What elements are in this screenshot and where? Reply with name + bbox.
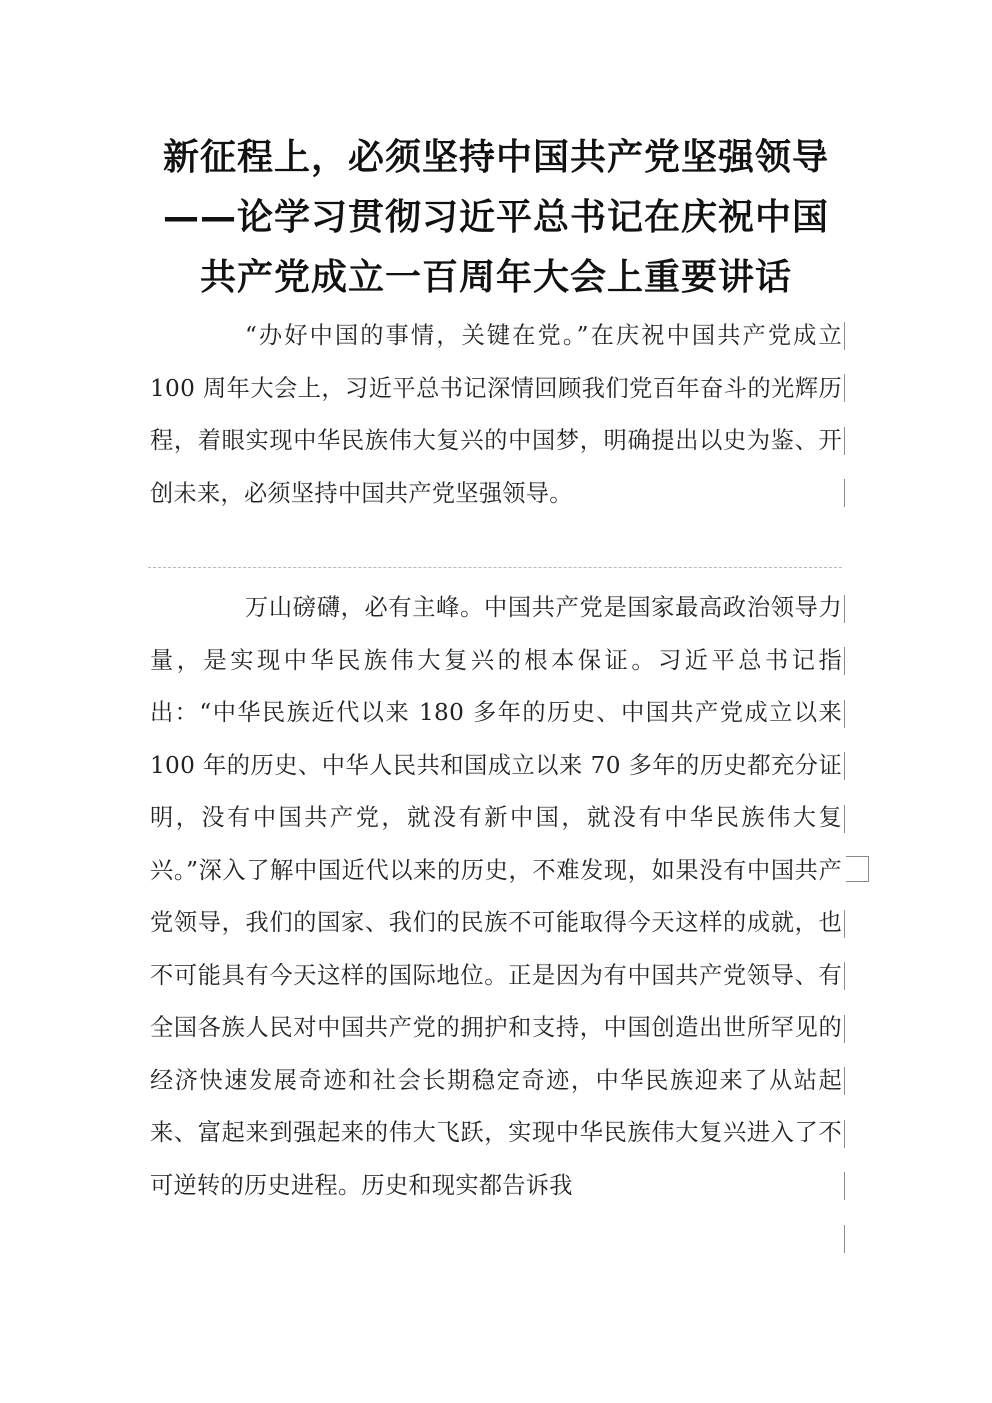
margin-marker [844, 479, 845, 507]
section-divider [148, 567, 842, 568]
margin-marker [844, 595, 845, 623]
document-title [150, 128, 842, 308]
margin-marker [844, 374, 845, 402]
margin-marker [844, 910, 845, 938]
paragraph-2: 万山磅礴，必有主峰。中国共产党是国家最高政治领导力量，是实现中华民族伟大复兴的根本保证。习近平总书记指出：“中华民族近代以来 180 多年的历史、中国共产党成立以来 100 年的历史、中华人民共和国成立以来 70 多年的历史都充分证明，没有中国共产党，就没有新中国，就没有中华民族伟大复兴。”深入了解中国近代以来的历史，不难发现，如果没有中国共产党领导，我们的国家、我们的民族不可能取得今天这样的成就，也不可能具有今天这样的国际地位。正是因为有中国共产党领导、有全国各族人民对中国共产党的拥护和支持，中国创造出世所罕见的经济快速发展奇迹和社会长期稳定奇迹，中华民族迎来了从站起来、富起来到强起来的伟大飞跃，实现中华民族伟大复兴进入了不可逆转的历史进程。历史和现实都告诉我 [150, 594, 842, 1199]
paragraph-1: “办好中国的事情，关键在党。”在庆祝中国共产党成立 100 周年大会上，习近平总书记深情回顾我们党百年奋斗的光辉历程，着眼实现中华民族伟大复兴的中国梦，明确提出以史为鉴、开创未来，必须坚持中国共产党坚强领导。 [150, 322, 842, 507]
margin-marker [844, 1067, 845, 1095]
title-line-2: ——论学习贯彻习近平总书记在庆祝中国 [162, 197, 829, 238]
margin-marker [844, 322, 845, 350]
margin-marker [844, 700, 845, 728]
margin-bracket-marker [846, 856, 869, 882]
margin-marker [844, 1120, 845, 1148]
margin-marker [844, 647, 845, 675]
margin-marker [844, 805, 845, 833]
margin-marker [844, 1225, 845, 1253]
title-line-1: 新征程上，必须坚持中国共产党坚强领导 [162, 137, 829, 178]
margin-marker [844, 1015, 845, 1043]
margin-marker [844, 752, 845, 780]
margin-marker [844, 1172, 845, 1200]
margin-marker [844, 962, 845, 990]
margin-marker [844, 427, 845, 455]
title-line-3: 共产党成立一百周年大会上重要讲话 [199, 257, 792, 298]
